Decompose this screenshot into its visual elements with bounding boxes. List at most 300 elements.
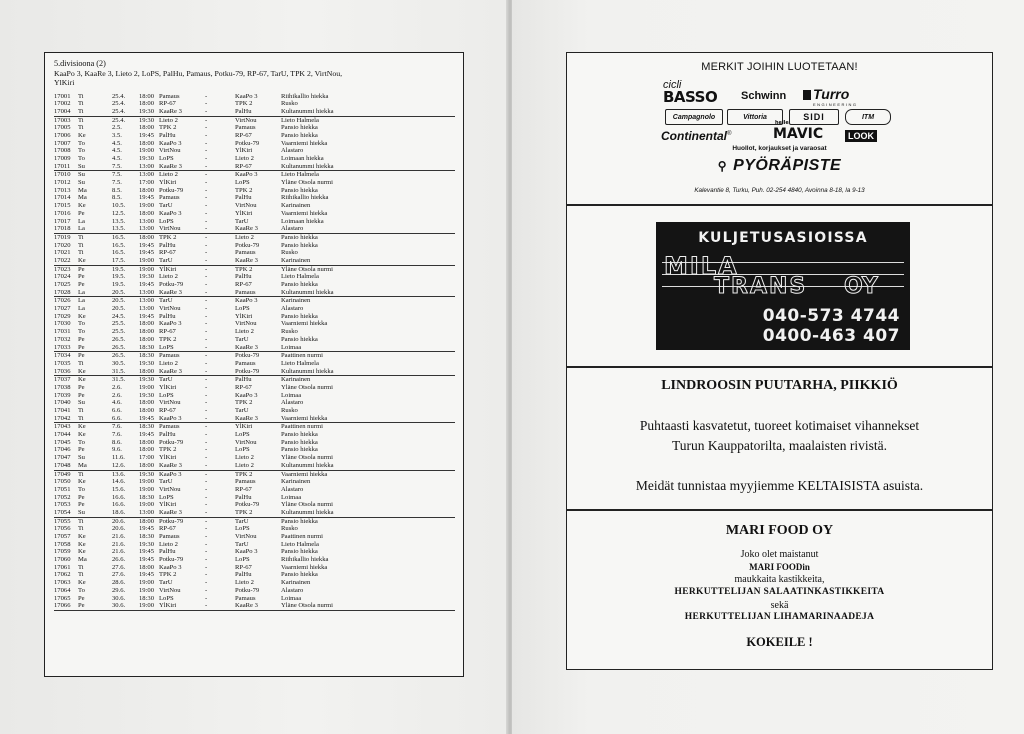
match-number: 17059	[54, 548, 71, 556]
match-time: 18:00	[139, 563, 155, 571]
match-time: 17:00	[139, 454, 155, 462]
table-row	[54, 108, 455, 117]
match-dash: -	[205, 320, 208, 328]
match-time: 19:45	[139, 525, 155, 533]
transport-heading: KULJETUSASIOISSA	[698, 230, 868, 246]
food-ad-line: sekä	[770, 600, 789, 611]
away-team: PalHu	[235, 493, 252, 501]
food-ad-line: MARI FOODin	[749, 562, 810, 572]
away-team: PalHu	[235, 107, 252, 115]
match-number: 17048	[54, 461, 71, 469]
match-date: 20.6.	[112, 525, 126, 533]
away-team: YlKiri	[235, 423, 253, 431]
match-day: Ti	[78, 249, 84, 257]
match-time: 18:00	[139, 124, 155, 132]
match-day: Ti	[78, 116, 84, 124]
match-number: 17031	[54, 328, 71, 336]
match-time: 19:30	[139, 391, 155, 399]
match-dash: -	[205, 399, 208, 407]
match-venue: Pansio hiekka	[281, 335, 318, 343]
match-time: 18:00	[139, 399, 155, 407]
match-dash: -	[205, 297, 208, 305]
match-time: 18:00	[139, 335, 155, 343]
match-venue: Yläne Otsola nurmi	[281, 179, 334, 187]
away-team: Pamaus	[235, 124, 256, 132]
match-dash: -	[205, 579, 208, 587]
match-number: 17011	[54, 162, 71, 170]
home-team: Lieto 2	[159, 359, 178, 367]
match-day: La	[78, 297, 85, 305]
match-number: 17058	[54, 540, 71, 548]
match-venue: Karinainen	[281, 376, 311, 384]
away-team: Lieto 2	[235, 328, 254, 336]
home-team: KaaPo 3	[159, 414, 182, 422]
food-ad-line: Joko olet maistanut	[740, 549, 819, 560]
away-team: PalHu	[235, 194, 252, 202]
match-number: 17023	[54, 265, 71, 273]
match-venue: Alastaro	[281, 399, 304, 407]
match-dash: -	[205, 171, 208, 179]
campagnolo-logo: Campagnolo	[665, 109, 723, 125]
match-date: 12.5.	[112, 209, 126, 217]
transport-ad	[566, 205, 993, 367]
home-team: VirtNou	[159, 305, 181, 313]
away-team: TPK 2	[235, 186, 253, 194]
match-day: Ma	[78, 194, 87, 202]
table-row	[54, 602, 455, 611]
home-team: YlKiri	[159, 383, 177, 391]
match-date: 16.5.	[112, 249, 126, 257]
match-day: To	[78, 485, 85, 493]
match-dash: -	[205, 194, 208, 202]
match-time: 19:00	[139, 602, 155, 610]
home-team: PalHu	[159, 548, 176, 556]
match-dash: -	[205, 179, 208, 187]
shop-name: PYÖRÄPISTE	[733, 157, 842, 174]
home-team: RP-67	[159, 328, 176, 336]
match-time: 19:00	[139, 383, 155, 391]
match-number: 17012	[54, 179, 71, 187]
match-dash: -	[205, 407, 208, 414]
mavic-logo-text: MAVIC	[773, 126, 824, 142]
match-number: 17022	[54, 256, 71, 264]
match-date: 19.5.	[112, 281, 126, 288]
match-date: 11.6.	[112, 454, 125, 462]
match-date: 25.5.	[112, 328, 126, 336]
match-date: 21.6.	[112, 533, 126, 540]
match-number: 17052	[54, 493, 71, 501]
table-row	[54, 446, 455, 454]
match-date: 7.5.	[112, 162, 122, 170]
match-date: 21.6.	[112, 540, 126, 548]
match-time: 19:30	[139, 155, 155, 162]
away-team: KaaRe 3	[235, 343, 258, 351]
table-row	[54, 242, 455, 250]
match-date: 25.4.	[112, 107, 126, 115]
match-venue: Rusko	[281, 525, 298, 533]
match-day: Ti	[78, 100, 84, 108]
match-dash: -	[205, 124, 208, 132]
home-team: Pamaus	[159, 423, 180, 431]
table-row	[54, 297, 455, 305]
match-time: 18:00	[139, 139, 155, 147]
match-dash: -	[205, 586, 208, 594]
table-row	[54, 579, 455, 587]
away-team: KaaPo 3	[235, 171, 258, 179]
match-day: La	[78, 305, 85, 313]
match-time: 19:45	[139, 556, 155, 564]
match-date: 30.6.	[112, 602, 126, 610]
away-team: LoPS	[235, 431, 250, 439]
match-venue: Pansio hiekka	[281, 446, 318, 454]
match-day: Ti	[78, 92, 84, 100]
match-dash: -	[205, 470, 208, 478]
match-number: 17021	[54, 249, 71, 257]
home-team: Pamaus	[159, 533, 180, 540]
match-number: 17038	[54, 383, 71, 391]
match-venue: Alastaro	[281, 586, 304, 594]
match-dash: -	[205, 485, 208, 493]
match-venue: Riihikallio hiekka	[281, 556, 329, 564]
match-date: 29.6.	[112, 586, 126, 594]
away-team: KaaPo 3	[235, 548, 258, 556]
match-venue: Lieto Halmela	[281, 171, 319, 179]
match-number: 17062	[54, 571, 71, 579]
match-time: 18:00	[139, 517, 155, 525]
match-day: Ke	[78, 202, 86, 210]
trans-logo-text: TRANS	[714, 274, 808, 299]
match-venue: Karinainen	[281, 297, 311, 305]
table-row	[54, 313, 455, 321]
table-row	[54, 454, 455, 462]
away-team: RP-67	[235, 131, 252, 139]
match-number: 17065	[54, 594, 71, 602]
away-team: VirtNou	[235, 320, 257, 328]
home-team: YlKiri	[159, 454, 177, 462]
vittoria-logo: Vittoria	[727, 109, 783, 125]
match-venue: Vaarniemi hiekka	[281, 563, 328, 571]
table-row	[54, 202, 455, 210]
home-team: TPK 2	[159, 335, 177, 343]
home-team: LoPS	[159, 594, 174, 602]
match-day: Ke	[78, 376, 86, 384]
match-dash: -	[205, 155, 208, 162]
match-venue: Loimaa	[281, 594, 302, 602]
match-number: 17006	[54, 131, 71, 139]
away-team: KaaRe 3	[235, 256, 258, 264]
match-venue: Loimaan hiekka	[281, 217, 324, 225]
match-time: 18:00	[139, 100, 155, 108]
away-team: TarU	[235, 540, 249, 548]
match-date: 20.6.	[112, 517, 126, 525]
match-number: 17014	[54, 194, 71, 202]
table-row	[54, 501, 455, 509]
home-team: KaaRe 3	[159, 461, 182, 469]
match-number: 17005	[54, 124, 71, 132]
match-day: Su	[78, 399, 85, 407]
match-dash: -	[205, 352, 208, 360]
match-date: 27.6.	[112, 571, 126, 579]
match-dash: -	[205, 563, 208, 571]
match-time: 19:00	[139, 586, 155, 594]
home-team: KaaRe 3	[159, 162, 182, 170]
match-time: 19:00	[139, 485, 155, 493]
match-day: Ti	[78, 241, 84, 249]
match-day: To	[78, 147, 85, 155]
match-number: 17009	[54, 155, 71, 162]
away-team: YlKiri	[235, 312, 253, 320]
match-venue: Pansio hiekka	[281, 517, 318, 525]
table-row	[54, 132, 455, 140]
away-team: Potku-79	[235, 586, 260, 594]
match-time: 13:00	[139, 171, 155, 179]
away-team: TarU	[235, 407, 249, 414]
match-date: 20.5.	[112, 297, 126, 305]
table-row	[54, 234, 455, 242]
match-day: Pe	[78, 335, 85, 343]
match-venue: Paattinen nurmi	[281, 533, 323, 540]
match-venue: Paattinen nurmi	[281, 423, 323, 431]
match-time: 17:00	[139, 179, 155, 187]
home-team: YlKiri	[159, 602, 177, 610]
match-time: 13:00	[139, 217, 155, 225]
match-number: 17050	[54, 478, 71, 486]
home-team: TarU	[159, 478, 173, 486]
match-number: 17007	[54, 139, 71, 147]
match-time: 18:00	[139, 233, 155, 241]
match-venue: Alastaro	[281, 147, 304, 155]
table-row	[54, 249, 455, 257]
match-day: To	[78, 438, 85, 446]
match-dash: -	[205, 273, 208, 281]
match-dash: -	[205, 162, 208, 170]
match-date: 4.5.	[112, 147, 122, 155]
away-team: RP-67	[235, 563, 252, 571]
phone-number-2: 0400-463 407	[762, 326, 900, 346]
match-day: Pe	[78, 281, 85, 288]
match-dash: -	[205, 116, 208, 124]
table-row	[54, 368, 455, 377]
away-team: TPK 2	[235, 100, 253, 108]
garden-ad-line: Puhtaasti kasvatetut, tuoreet kotimaiset vihannekset	[639, 418, 920, 433]
match-number: 17028	[54, 288, 71, 296]
match-dash: -	[205, 288, 208, 296]
match-venue: Riihikallio hiekka	[281, 92, 329, 100]
match-dash: -	[205, 461, 208, 469]
home-team: KaaRe 3	[159, 107, 182, 115]
match-day: Pe	[78, 602, 85, 610]
match-day: Ke	[78, 431, 86, 439]
match-day: Pe	[78, 493, 85, 501]
away-team: VirtNou	[235, 202, 257, 210]
table-row	[54, 218, 455, 226]
match-day: La	[78, 288, 85, 296]
table-row	[54, 423, 455, 431]
match-venue: Alastaro	[281, 485, 304, 493]
match-dash: -	[205, 343, 208, 351]
table-row	[54, 587, 455, 595]
match-day: Ke	[78, 478, 86, 486]
match-time: 19:30	[139, 470, 155, 478]
match-day: Ti	[78, 525, 84, 533]
match-dash: -	[205, 571, 208, 579]
match-venue: Pansio hiekka	[281, 186, 318, 194]
home-team: YlKiri	[159, 265, 177, 273]
away-team: Pamaus	[235, 288, 256, 296]
match-number: 17033	[54, 343, 71, 351]
match-number: 17044	[54, 431, 71, 439]
bicycle-icon: ⚲	[717, 159, 728, 173]
away-team: Potku-79	[235, 367, 260, 375]
table-row	[54, 320, 455, 328]
match-venue: Alastaro	[281, 225, 304, 233]
match-time: 19:00	[139, 501, 155, 509]
home-team: LoPS	[159, 343, 174, 351]
match-venue: Yläne Otsola nurmi	[281, 383, 334, 391]
look-logo: LOOK	[845, 130, 877, 142]
match-number: 17057	[54, 533, 71, 540]
home-team: YlKiri	[159, 179, 177, 187]
match-number: 17024	[54, 273, 71, 281]
away-team: Lieto 2	[235, 454, 254, 462]
away-team: YlKiri	[235, 147, 253, 155]
match-number: 17042	[54, 414, 71, 422]
match-dash: -	[205, 540, 208, 548]
itm-logo: ITM	[845, 109, 891, 125]
match-dash: -	[205, 131, 208, 139]
away-team: RP-67	[235, 162, 252, 170]
match-venue: Yläne Otsola nurmi	[281, 454, 334, 462]
match-venue: Kultanummi hiekka	[281, 508, 334, 516]
match-day: La	[78, 217, 85, 225]
match-date: 7.5.	[112, 171, 122, 179]
match-date: 15.6.	[112, 485, 126, 493]
away-team: KaaPo 3	[235, 92, 258, 100]
match-number: 17039	[54, 391, 71, 399]
match-number: 17064	[54, 586, 71, 594]
match-time: 18:00	[139, 92, 155, 100]
match-day: To	[78, 328, 85, 336]
match-date: 16.5.	[112, 241, 126, 249]
bike-shop-ad	[566, 52, 993, 205]
home-team: VirtNou	[159, 586, 181, 594]
match-dash: -	[205, 92, 208, 100]
match-date: 8.5.	[112, 186, 122, 194]
match-date: 4.5.	[112, 155, 122, 162]
home-team: KaaPo 3	[159, 209, 182, 217]
match-number: 17004	[54, 107, 71, 115]
match-time: 18:00	[139, 367, 155, 375]
match-venue: Loimaan hiekka	[281, 155, 324, 162]
home-team: TPK 2	[159, 571, 177, 579]
match-time: 19:45	[139, 431, 155, 439]
match-number: 17032	[54, 335, 71, 343]
match-day: Ti	[78, 233, 84, 241]
left-page	[0, 0, 508, 734]
table-row	[54, 140, 455, 148]
home-team: TarU	[159, 297, 173, 305]
table-row	[54, 194, 455, 202]
match-venue: Karinainen	[281, 579, 311, 587]
match-day: Pe	[78, 446, 85, 454]
match-dash: -	[205, 517, 208, 525]
match-date: 14.6.	[112, 478, 126, 486]
match-day: Ke	[78, 423, 86, 431]
match-time: 18:30	[139, 533, 155, 540]
mavic-small-text: helle	[775, 120, 789, 126]
away-team: LoPS	[235, 179, 250, 187]
match-number: 17043	[54, 423, 71, 431]
match-dash: -	[205, 335, 208, 343]
turro-flag-icon	[803, 90, 811, 100]
match-dash: -	[205, 202, 208, 210]
away-team: YlKiri	[235, 209, 253, 217]
match-time: 19:30	[139, 116, 155, 124]
match-date: 31.5.	[112, 376, 126, 384]
match-time: 19:45	[139, 414, 155, 422]
table-row	[54, 93, 455, 101]
schedule-box	[44, 52, 464, 677]
match-date: 25.5.	[112, 320, 126, 328]
match-venue: Yläne Otsola nurmi	[281, 501, 334, 509]
food-ad-cta: KOKEILE !	[746, 635, 813, 649]
match-time: 19:45	[139, 241, 155, 249]
home-team: Potku-79	[159, 186, 184, 194]
match-number: 17063	[54, 579, 71, 587]
home-team: Lieto 2	[159, 171, 178, 179]
match-number: 17010	[54, 171, 71, 179]
turro-logo	[803, 86, 849, 102]
home-team: LoPS	[159, 493, 174, 501]
away-team: VirtNou	[235, 116, 257, 124]
match-time: 13:00	[139, 305, 155, 313]
away-team: KaaRe 3	[235, 602, 258, 610]
match-dash: -	[205, 446, 208, 454]
match-venue: Karinainen	[281, 202, 311, 210]
match-time: 19:45	[139, 571, 155, 579]
match-venue: Pansio hiekka	[281, 241, 318, 249]
away-team: TarU	[235, 517, 249, 525]
match-number: 17035	[54, 359, 71, 367]
match-number: 17049	[54, 470, 71, 478]
home-team: TarU	[159, 256, 173, 264]
match-number: 17026	[54, 297, 71, 305]
match-venue: Yläne Otsola nurmi	[281, 265, 334, 273]
away-team: RP-67	[235, 485, 252, 493]
match-venue: Kultanummi hiekka	[281, 107, 334, 115]
match-time: 19:30	[139, 359, 155, 367]
match-date: 13.5.	[112, 225, 126, 233]
table-row	[54, 281, 455, 289]
table-row	[54, 257, 455, 266]
table-row	[54, 471, 455, 479]
match-time: 19:00	[139, 478, 155, 486]
home-team: Lieto 2	[159, 273, 178, 281]
match-time: 18:30	[139, 352, 155, 360]
match-venue: Loimaa	[281, 391, 302, 399]
match-number: 17002	[54, 100, 71, 108]
match-date: 25.4.	[112, 92, 126, 100]
match-date: 7.5.	[112, 179, 122, 187]
food-ad-title: MARI FOOD OY	[725, 523, 834, 538]
table-row	[54, 352, 455, 360]
table-row	[54, 225, 455, 234]
match-number: 17025	[54, 281, 71, 288]
match-venue: Pansio hiekka	[281, 312, 318, 320]
match-venue: Paattinen nurmi	[281, 352, 323, 360]
match-venue: Rusko	[281, 407, 298, 414]
away-team: RP-67	[235, 383, 252, 391]
